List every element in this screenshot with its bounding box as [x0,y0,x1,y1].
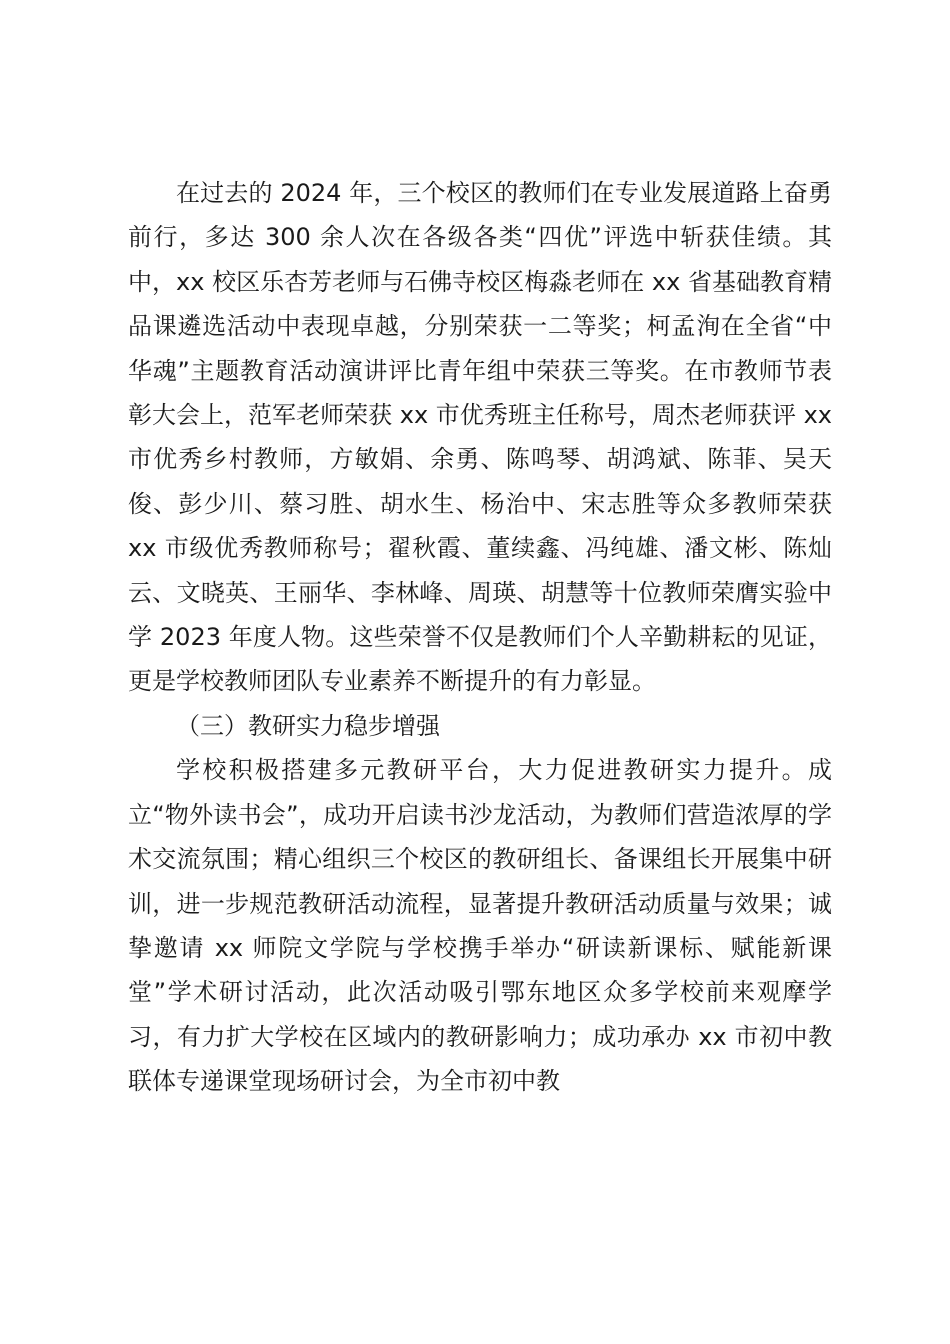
section-heading-research: （三）教研实力稳步增强 [176,711,440,740]
paragraph-teacher-honors: 在过去的 2024 年，三个校区的教师们在专业发展道路上奋勇前行，多达 300 余人次在各级各类“四优”评选中斩获佳绩。其中，xx 校区乐杏芳老师与石佛寺校区梅淼老师在 xx 省基础教育精品课遴选活动中表现卓越，分别荣获一二等奖；柯孟洵在全省“中华魂”主题教育活动演讲评比青年组中荣获三等奖。在市教师节表彰大会上，范军老师荣获 xx 市优秀班主任称号，周杰老师获评 xx 市优秀乡村教师，方敏娟、余勇、陈鸣琴、胡鸿斌、陈菲、吴天俊、彭少川、蔡习胜、胡水生、杨治中、宋志胜等众多教师荣获 xx 市级优秀教师称号；翟秋霞、董续鑫、冯纯雄、潘文彬、陈灿云、文晓英、王丽华、李林峰、周瑛、胡慧等十位教师荣膺实验中学 2023 年度人物。这些荣誉不仅是教师们个人辛勤耕耘的见证，更是学校教师团队专业素养不断提升的有力彰显。 [128,179,832,696]
paragraph-research-platform: 学校积极搭建多元教研平台，大力促进教研实力提升。成立“物外读书会”，成功开启读书沙龙活动，为教师们营造浓厚的学术交流氛围；精心组织三个校区的教研组长、备课组长开展集中研训，进一步规范教研活动流程，显著提升教研活动质量与效果；诚挚邀请 xx 师院文学院与学校携手举办“研读新课标、赋能新课堂”学术研讨活动，此次活动吸引鄂东地区众多学校前来观摩学习，有力扩大学校在区域内的教研影响力；成功承办 xx 市初中教联体专递课堂现场研讨会，为全市初中教 [128,756,832,1096]
document-body [128,171,832,1104]
